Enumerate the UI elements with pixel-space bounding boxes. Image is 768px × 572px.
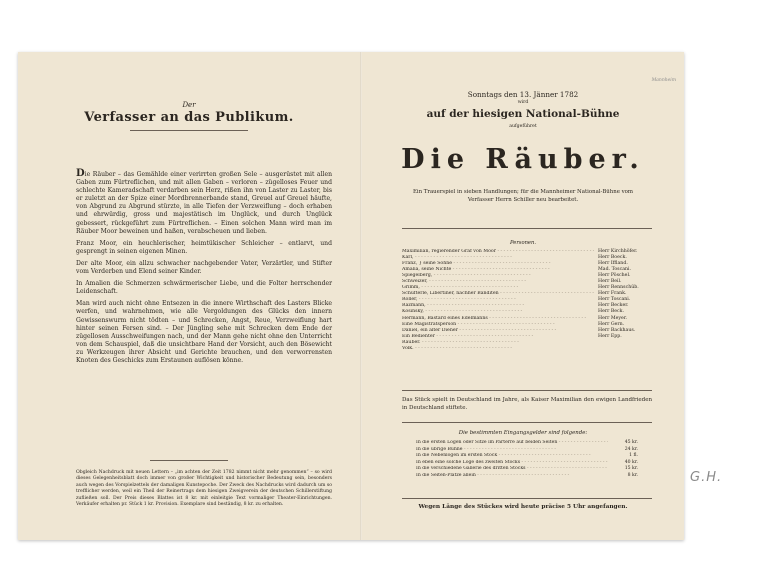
cast-role: Karl, - - -	[402, 255, 594, 261]
paragraph-raeuber: Die Räuber – das Gemählde einer verirrten großen Sele – ausgerüstet mit allen Gaben zum Fürtreflichen, und mit allen Gaben – verloren – zügelloses Feuer und schlechte Kameradschaft verdarben sein Herz, rißen ihn von Laster zu Laster, bis er zuletzt an der Spize einer Mordbrennerbande stand, Greuel auf Greuel häufte, von Abgrund zu Abgrund stürzte, in alle Tiefen der Verzweiflung – doch erhaben und ehrwürdig, gross und majestätisch im Unglück, und durch Unglück gebessert, rückgeführt zum Fürtreflichen. – Einen solchen Mann wird man im Räuber Moor beweinen und haßen, verabscheuen und lieben.	[76, 168, 332, 235]
left-header-der: Der	[182, 101, 196, 109]
cast-actor: Herr Frank.	[598, 291, 627, 297]
price-row	[416, 460, 638, 467]
left-title: Verfasser an das Publikum.	[84, 110, 294, 125]
cast-role: Daniel, ein alter Diener - - -	[402, 328, 594, 334]
left-title-rule	[130, 130, 248, 131]
paragraph-franz: Franz Moor, ein heuchlerischer, heimtükischer Schleicher – entlarvt, und gesprengt in seinen eigenen Minen.	[76, 239, 332, 255]
performance-date: Sonntags den 13. Jänner 1782	[467, 90, 579, 99]
price-value: 8 kr.	[627, 472, 638, 478]
left-page	[18, 52, 360, 540]
play-title: Die Räuber.	[401, 144, 645, 175]
price-value: 15 kr.	[624, 466, 638, 472]
cast-actor: Herr Backhaus.	[598, 327, 636, 333]
price-value: 1 fl.	[629, 453, 638, 459]
cast-role: Schufterle, Libertiner, nachher Banditen - - -	[402, 291, 594, 297]
rule-above-personen	[402, 228, 652, 229]
cast-actor: Herr Becker.	[598, 303, 629, 309]
cast-role: Grimm, - - -	[402, 285, 594, 291]
price-row	[416, 453, 638, 460]
paragraph-moral: Man wird auch nicht ohne Entsezen in die innere Wirthschaft des Lasters Blicke werfen, und wahrnehmen, wie alle Vergoldungen des Glücks den innern Gewissenswurm nicht tödten – und Schrecken, Angst, Reue, Verzweiflung hart hinter seinen Fersen sind. – Der Jüngling sehe mit Schrecken dem Ende der zügellosen Ausschweifungen nach, und der Mann gehe nicht ohne den Unterricht von dem Schauspiel, daß die unsichtbare Hand der Vorsicht, auch den Bösewicht zu Werkzeugen ihrer Absicht und Gerichte brauchen, und den verworrensten Knoten des Geschicks zum Erstaunen auflösen könne.	[76, 300, 332, 364]
price-value: 45 kr.	[624, 440, 638, 445]
cast-list	[402, 249, 652, 352]
cast-role: Volk. - - -	[402, 346, 594, 352]
price-value: 40 kr.	[624, 459, 638, 465]
cast-actor: Herr Meyer.	[598, 315, 628, 321]
text-wird: wird	[517, 100, 529, 105]
price-value: 24 kr.	[624, 446, 638, 452]
price-row	[416, 466, 638, 473]
personen-heading: Personen.	[510, 240, 536, 246]
cast-actor: Herr Kirchhöfer.	[598, 249, 638, 254]
left-footnote: Obgleich Nachdruck mit neuen Lettern – „im achten der Zeit 1782 nimmt nicht mehr genommen“ – so wird dieses Gelegenheitsblatt doch immer von großer Wichtigkeit und historischer Bedeutung sein, besonders auch wegen des Vorspielzettels der damaligen Kunstepoche. Der Zweck des Nachdrucks wird dadurch um so trefflicher werden, weil ein Theil der Reinertrags dem hiesigen Zweigverein der deutschen Schillerstiftung zufließen soll. Der Preis dieses Blattes ist 8 kr. mit einleitgie Text vormaliger Theater-Einrichtungen. Verkäufer erhalten pr. Stück 1 kr. Provision. Exemplare sind beständig, 8 kr. zu erhalten.	[76, 470, 332, 508]
play-genre: Ein Trauerspiel in sieben Handlungen; für die Mannheimer National-Bühne vom Verfasser Herrn Schiller neu bearbeitet.	[412, 189, 634, 203]
cast-role: Spiegelberg, - - -	[402, 273, 594, 279]
cast-role: Kosinsky, - - -	[402, 309, 594, 315]
text-aufgefuehrt: aufgeführet	[509, 124, 537, 129]
cast-actor: Mad. Toscani.	[598, 267, 631, 273]
right-page	[362, 52, 684, 540]
cast-actor: Herr Boeck.	[598, 255, 627, 261]
cast-actor: Herr Beck.	[598, 309, 625, 315]
cast-role: Roller, - - -	[402, 297, 594, 303]
cast-role: Maximilian, regierender Graf von Moor - - -	[402, 249, 594, 255]
rule-above-final	[402, 498, 652, 499]
price-row	[416, 447, 638, 454]
playbill-sheet	[18, 52, 684, 540]
price-label: In eben eine solche Loge des zweiten Stocks - - -	[416, 460, 608, 467]
cast-actor: Herr Gern.	[598, 321, 625, 327]
cast-actor: Herr Toscani.	[598, 297, 631, 303]
rule-above-prices	[402, 422, 652, 423]
cast-role: Razmann, - - -	[402, 303, 594, 309]
price-list	[416, 440, 638, 480]
rule-above-note	[402, 390, 652, 391]
pencil-signature: G.H.	[690, 470, 723, 485]
left-footnote-rule	[150, 460, 228, 461]
price-label: In die Nebenlogen im ersten Stock - - -	[416, 453, 608, 460]
cast-actor: Herr Rennschüb.	[598, 285, 639, 291]
cast-actor	[594, 346, 652, 352]
cast-actor: Herr Beil.	[598, 279, 622, 285]
left-body	[76, 170, 332, 369]
setting-note: Das Stück spielt in Deutschland im Jahre, als Kaiser Maximilian den ewigen Landfrieden in Deutschland stiftete.	[402, 397, 652, 411]
cast-role: Amalia, seine Nichte - - -	[402, 267, 594, 273]
paragraph-alte-moor: Der alte Moor, ein allzu schwacher nachgebender Vater, Verzärtler, und Stifter vom Verderben und Elend seiner Kinder.	[76, 259, 332, 276]
cast-actor: Herr Iffland.	[598, 261, 628, 267]
entry-fees-heading: Die bestimmten Eingangsgelder sind folgende:	[458, 430, 588, 436]
cast-actor: Herr Pöschel.	[598, 273, 631, 279]
cast-role: Schweizer, - - -	[402, 279, 594, 285]
price-label: In die Seiten-Plätze allein - - -	[416, 473, 608, 480]
cast-role: Räuber. - - -	[402, 340, 594, 346]
paragraph-amalia: In Amalien die Schmerzen schwärmerischer Liebe, und die Folter herrschender Leidenschaft.	[76, 280, 332, 296]
price-row	[416, 440, 638, 447]
price-label: In die verschiedene Gallerie des dritten Stocks - - -	[416, 466, 608, 473]
archive-stamp: Mannheim	[651, 78, 676, 83]
cast-role: Eine Magistratsperson - - -	[402, 322, 594, 328]
cast-role: Franz, } seine Söhne - - -	[402, 261, 594, 267]
stage-name: auf der hiesigen National-Bühne	[426, 108, 620, 120]
price-label: In die ersten Logen oder Sitze im Parterre auf beiden Seiten - - -	[416, 440, 608, 447]
start-time-note: Wegen Länge des Stückes wird heute präcise 5 Uhr angefangen.	[418, 504, 628, 510]
cast-role: Hermann, Bastard eines Edelmanns - - -	[402, 316, 594, 322]
cast-row	[402, 346, 652, 352]
price-label: In die übrige Bühne - - -	[416, 447, 608, 454]
cast-role: Ein Bedienter - - -	[402, 334, 594, 340]
cast-actor: Herr Epp.	[598, 333, 622, 339]
price-row	[416, 473, 638, 480]
